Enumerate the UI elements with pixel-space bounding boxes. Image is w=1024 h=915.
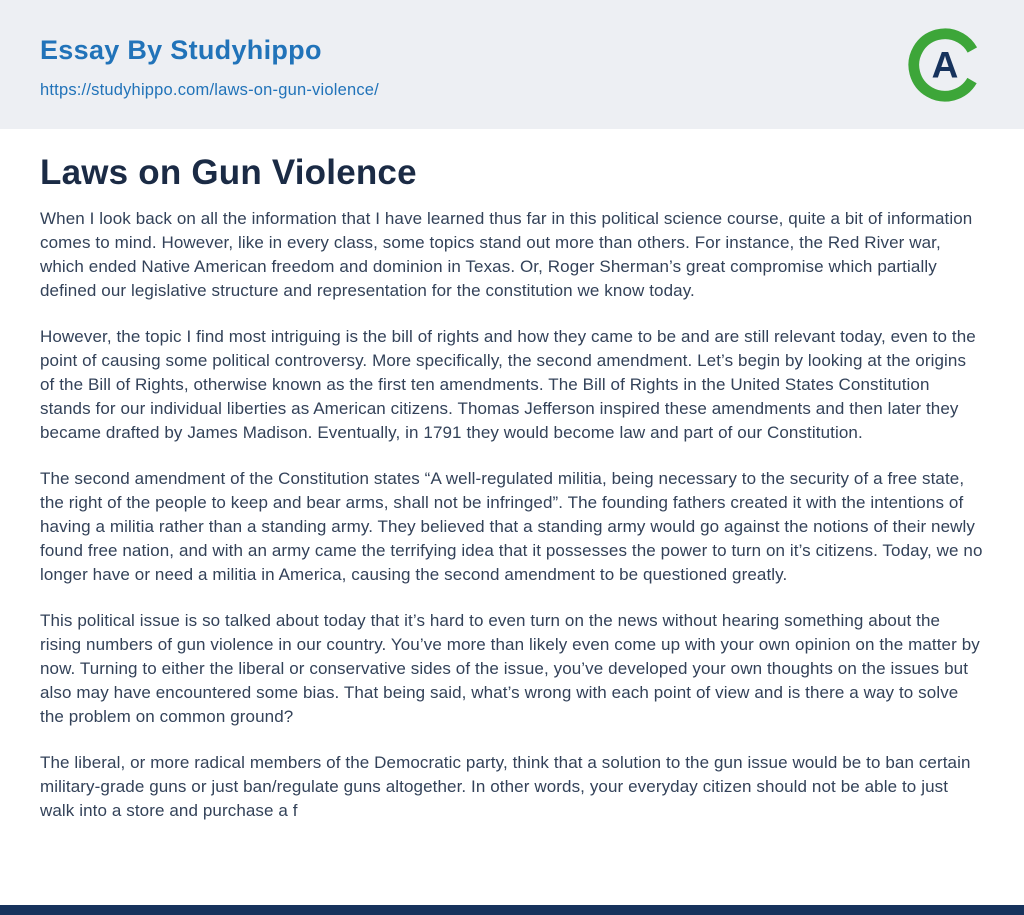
- essay-paragraph: This political issue is so talked about today that it’s hard to even turn on the news without hearing something about the rising numbers of gun violence in our country. You’ve more than likely even come up with your own opinion on the matter by now. Turning to either the liberal or conservative sides of the issue, you’ve developed your own thoughts on the issues but also may have encountered some bias. That being said, what’s wrong with each point of view and is there a way to solve the problem on common ground?: [40, 611, 980, 726]
- essay-paragraph: However, the topic I find most intriguing is the bill of rights and how they came to be and are still relevant today, even to the point of causing some political controversy. More specifically, the second amendment. Let’s begin by looking at the origins of the Bill of Rights, otherwise known as the first ten amendments. The Bill of Rights in the United States Constitution stands for our individual liberties as American citizens. Thomas Jefferson inspired these amendments and then later they became drafted by James Madison. Eventually, in 1791 they would become law and part of our Constitution.: [40, 327, 976, 442]
- header-text-block: [40, 36, 379, 100]
- page-header: [0, 0, 1024, 129]
- studyhippo-logo: [906, 26, 984, 104]
- site-title: Essay By Studyhippo: [40, 35, 322, 65]
- page-title: Laws on Gun Violence: [40, 153, 417, 192]
- logo-ring-icon: [906, 26, 984, 104]
- essay-paragraph: The liberal, or more radical members of the Democratic party, think that a solution to the gun issue would be to ban certain military-grade guns or just ban/regulate guns altogether. In other words, your everyday citizen should not be able to just walk into a store and purchase a f: [40, 753, 971, 820]
- essay-content: [0, 129, 1024, 823]
- footer-bar: [0, 905, 1024, 915]
- essay-body: [40, 207, 984, 823]
- logo-letter: A: [931, 43, 959, 86]
- essay-paragraph: When I look back on all the information that I have learned thus far in this political science course, quite a bit of information comes to mind. However, like in every class, some topics stand out more than others. For instance, the Red River war, which ended Native American freedom and dominion in Texas. Or, Roger Sherman’s great compromise which partially defined our legislative structure and representation for the constitution we know today.: [40, 209, 973, 300]
- page-url-link[interactable]: https://studyhippo.com/laws-on-gun-violence/: [40, 80, 379, 99]
- essay-paragraph: The second amendment of the Constitution states “A well-regulated militia, being necessary to the security of a free state, the right of the people to keep and bear arms, shall not be infringed”. The founding fathers created it with the intentions of having a militia rather than a standing army. They believed that a standing army would go against the notions of their newly found free nation, and with an army came the terrifying idea that it possesses the power to turn on it’s citizens. Today, we no longer have or need a militia in America, causing the second amendment to be questioned greatly.: [40, 469, 983, 584]
